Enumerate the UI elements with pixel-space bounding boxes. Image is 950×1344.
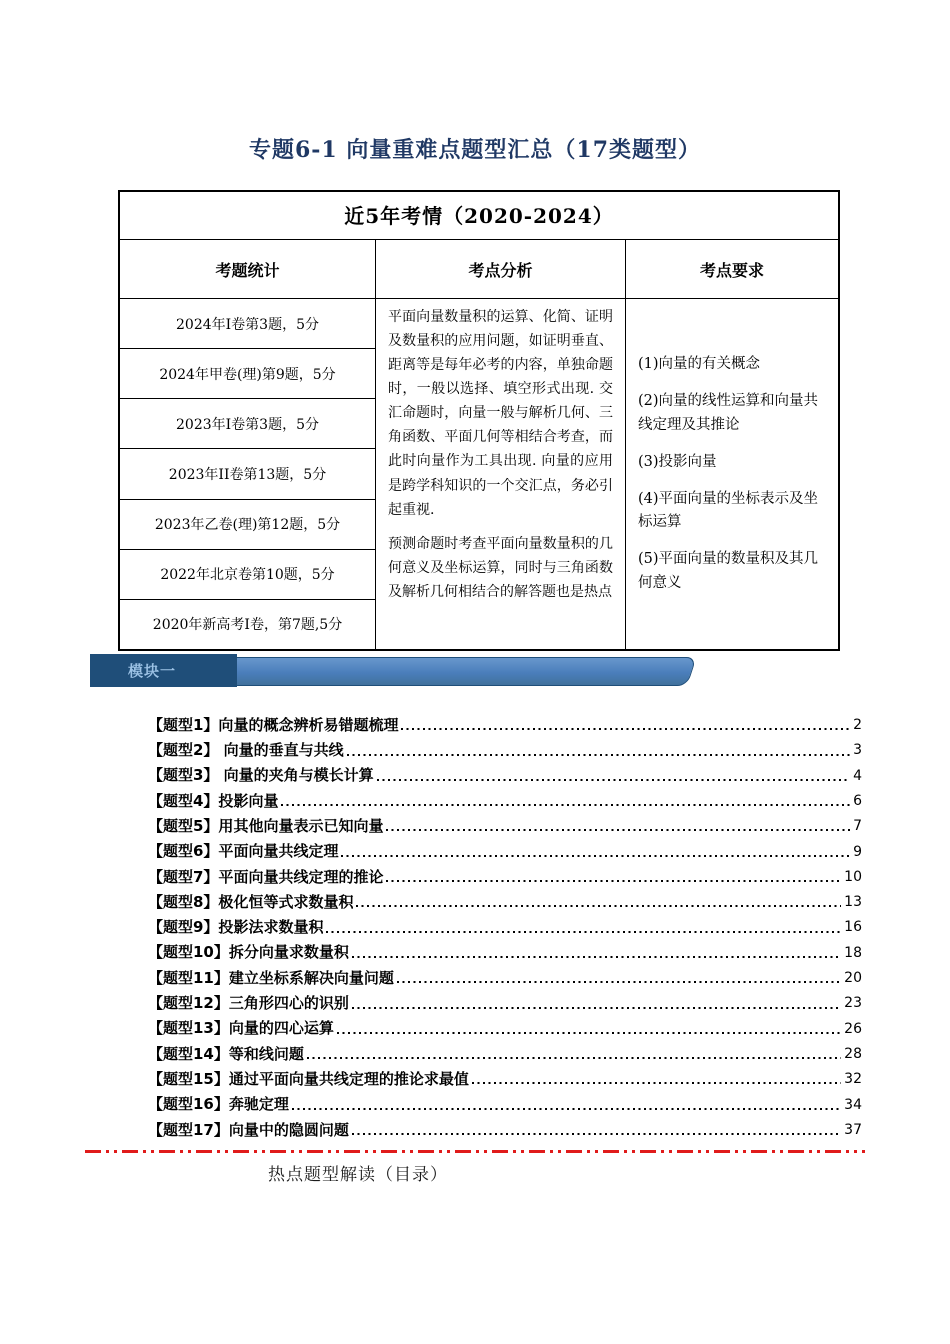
toc-item-label: 【题型3】 向量的夹角与模长计算 [148, 766, 374, 785]
toc-page-number: 28 [844, 1045, 862, 1062]
toc-item[interactable] [148, 761, 862, 786]
toc-item-label: 【题型10】拆分向量求数量积 [148, 943, 349, 962]
toc-item[interactable] [148, 1089, 862, 1114]
column-header-requirements: 考点要求 [699, 260, 764, 280]
module-banner-label-box [90, 654, 237, 687]
toc-item[interactable] [148, 710, 862, 735]
stats-column [120, 299, 376, 649]
toc-dot-leader [307, 1057, 841, 1059]
toc-page-number: 20 [844, 970, 862, 987]
toc-item-label: 【题型12】三角形四心的识别 [148, 994, 349, 1013]
toc-item-label: 【题型7】平面向量共线定理的推论 [148, 867, 384, 886]
toc-item-label: 【题型6】平面向量共线定理 [148, 842, 339, 861]
toc-dot-leader [397, 981, 841, 983]
toc-dot-leader [337, 1032, 841, 1034]
toc-item[interactable] [148, 1115, 862, 1140]
toc-dot-leader [377, 779, 850, 781]
toc-dot-leader [352, 1133, 841, 1135]
table-row: 2024年I卷第3题，5分 [120, 299, 375, 349]
table-row: 2023年I卷第3题，5分 [120, 399, 375, 449]
toc-page-number: 18 [844, 944, 862, 961]
toc-page-number: 13 [844, 894, 862, 911]
toc-item-label: 【题型13】向量的四心运算 [148, 1019, 334, 1038]
toc-dot-leader [292, 1108, 841, 1110]
toc-item-label: 【题型2】 向量的垂直与共线 [148, 741, 344, 760]
toc-item[interactable] [148, 836, 862, 861]
toc-item[interactable] [148, 887, 862, 912]
requirement-item: (5)平面向量的数量积及其几何意义 [638, 551, 819, 591]
toc-item-label: 【题型5】用其他向量表示已知向量 [148, 816, 384, 835]
toc-item[interactable] [148, 1064, 862, 1089]
page-title: 专题6-1 向量重难点题型汇总（17类题型） [248, 137, 702, 163]
analysis-paragraph: 预测命题时考查平面向量数量积的几何意义及坐标运算，同时与三角函数及解析几何相结合的解答题也是热点 [388, 535, 613, 600]
section-divider-line [85, 1150, 865, 1153]
toc-item-label: 【题型15】通过平面向量共线定理的推论求最值 [148, 1069, 469, 1088]
toc-page-number: 34 [844, 1096, 862, 1113]
toc-item[interactable] [148, 786, 862, 811]
table-row: 2024年甲卷(理)第9题，5分 [120, 349, 375, 399]
toc-item-label: 【题型16】奔驰定理 [148, 1095, 289, 1114]
toc-item-label: 【题型1】向量的概念辨析易错题梳理 [148, 715, 399, 734]
table-row: 2020年新高考I卷，第7题,5分 [152, 617, 343, 634]
toc-page-number: 23 [844, 995, 862, 1012]
module-banner-label: 模块一 [128, 662, 177, 680]
toc-page-number: 10 [844, 868, 862, 885]
analysis-paragraph: 平面向量数量积的运算、化简、证明及数量积的应用问题，如证明垂直、距离等是每年必考的内容，单独命题时，一般以选择、填空形式出现. 交汇命题时，向量一般与解析几何、三角函数、平面几何等相结合考查，而此时向量作为工具出现. 向量的应用是跨学科知识的一个交汇点，务必引起重视. [388, 309, 613, 518]
toc-item-label: 【题型9】投影法求数量积 [148, 918, 324, 937]
toc-dot-leader [341, 855, 850, 857]
requirement-item: (2)向量的线性运算和向量共线定理及其推论 [638, 393, 819, 433]
toc-item-label: 【题型4】投影向量 [148, 791, 279, 810]
requirement-item: (3)投影向量 [638, 453, 717, 470]
toc-dot-leader [352, 956, 841, 958]
table-row: 2023年乙卷(理)第12题，5分 [120, 500, 375, 550]
toc-item[interactable] [148, 862, 862, 887]
table-column-headers [120, 240, 838, 299]
toc-page-number: 6 [853, 793, 862, 809]
toc-dot-leader [281, 804, 850, 806]
table-body [120, 299, 838, 649]
toc-item[interactable] [148, 938, 862, 963]
toc-page-number: 16 [844, 919, 862, 936]
toc-dot-leader [352, 1007, 841, 1009]
toc-item[interactable] [148, 1014, 862, 1039]
table-row: 2023年II卷第13题，5分 [120, 449, 375, 499]
toc-item[interactable] [148, 735, 862, 760]
toc-page-number: 37 [844, 1121, 862, 1138]
table-of-contents [148, 710, 862, 1140]
toc-item-label: 【题型8】极化恒等式求数量积 [148, 892, 354, 911]
toc-dot-leader [401, 728, 850, 730]
toc-page-number: 2 [853, 717, 862, 734]
requirements-column [626, 299, 838, 649]
banner-ribbon-shape [217, 657, 696, 686]
toc-item[interactable] [148, 1039, 862, 1064]
column-header-analysis: 考点分析 [376, 240, 626, 298]
toc-page-number: 9 [853, 843, 862, 860]
toc-item-label: 【题型11】建立坐标系解决向量问题 [148, 968, 394, 987]
toc-page-number: 26 [844, 1020, 862, 1037]
toc-page-number: 7 [853, 818, 862, 835]
requirement-item: (4)平面向量的坐标表示及坐标运算 [638, 491, 819, 531]
toc-item[interactable] [148, 963, 862, 988]
table-header: 近5年考情（2020-2024） [120, 192, 838, 240]
footer-caption: 热点题型解读（目录） [268, 1165, 448, 1185]
toc-dot-leader [326, 931, 841, 933]
toc-dot-leader [386, 829, 850, 831]
toc-dot-leader [386, 880, 841, 882]
table-row: 2022年北京卷第10题，5分 [120, 550, 375, 600]
requirement-item: (1)向量的有关概念 [638, 356, 761, 373]
toc-page-number: 3 [853, 742, 862, 759]
toc-dot-leader [472, 1082, 841, 1084]
toc-dot-leader [356, 905, 841, 907]
toc-item-label: 【题型14】等和线问题 [148, 1044, 304, 1063]
analysis-column [376, 299, 626, 649]
module-banner [0, 654, 950, 690]
toc-item[interactable] [148, 811, 862, 836]
toc-item[interactable] [148, 988, 862, 1013]
toc-dot-leader [347, 754, 850, 756]
toc-page-number: 32 [844, 1071, 862, 1088]
column-header-stats: 考题统计 [120, 240, 376, 298]
toc-page-number: 4 [853, 767, 862, 784]
toc-item-label: 【题型17】向量中的隐圆问题 [148, 1120, 349, 1139]
toc-item[interactable] [148, 912, 862, 937]
exam-overview-table [118, 190, 840, 651]
